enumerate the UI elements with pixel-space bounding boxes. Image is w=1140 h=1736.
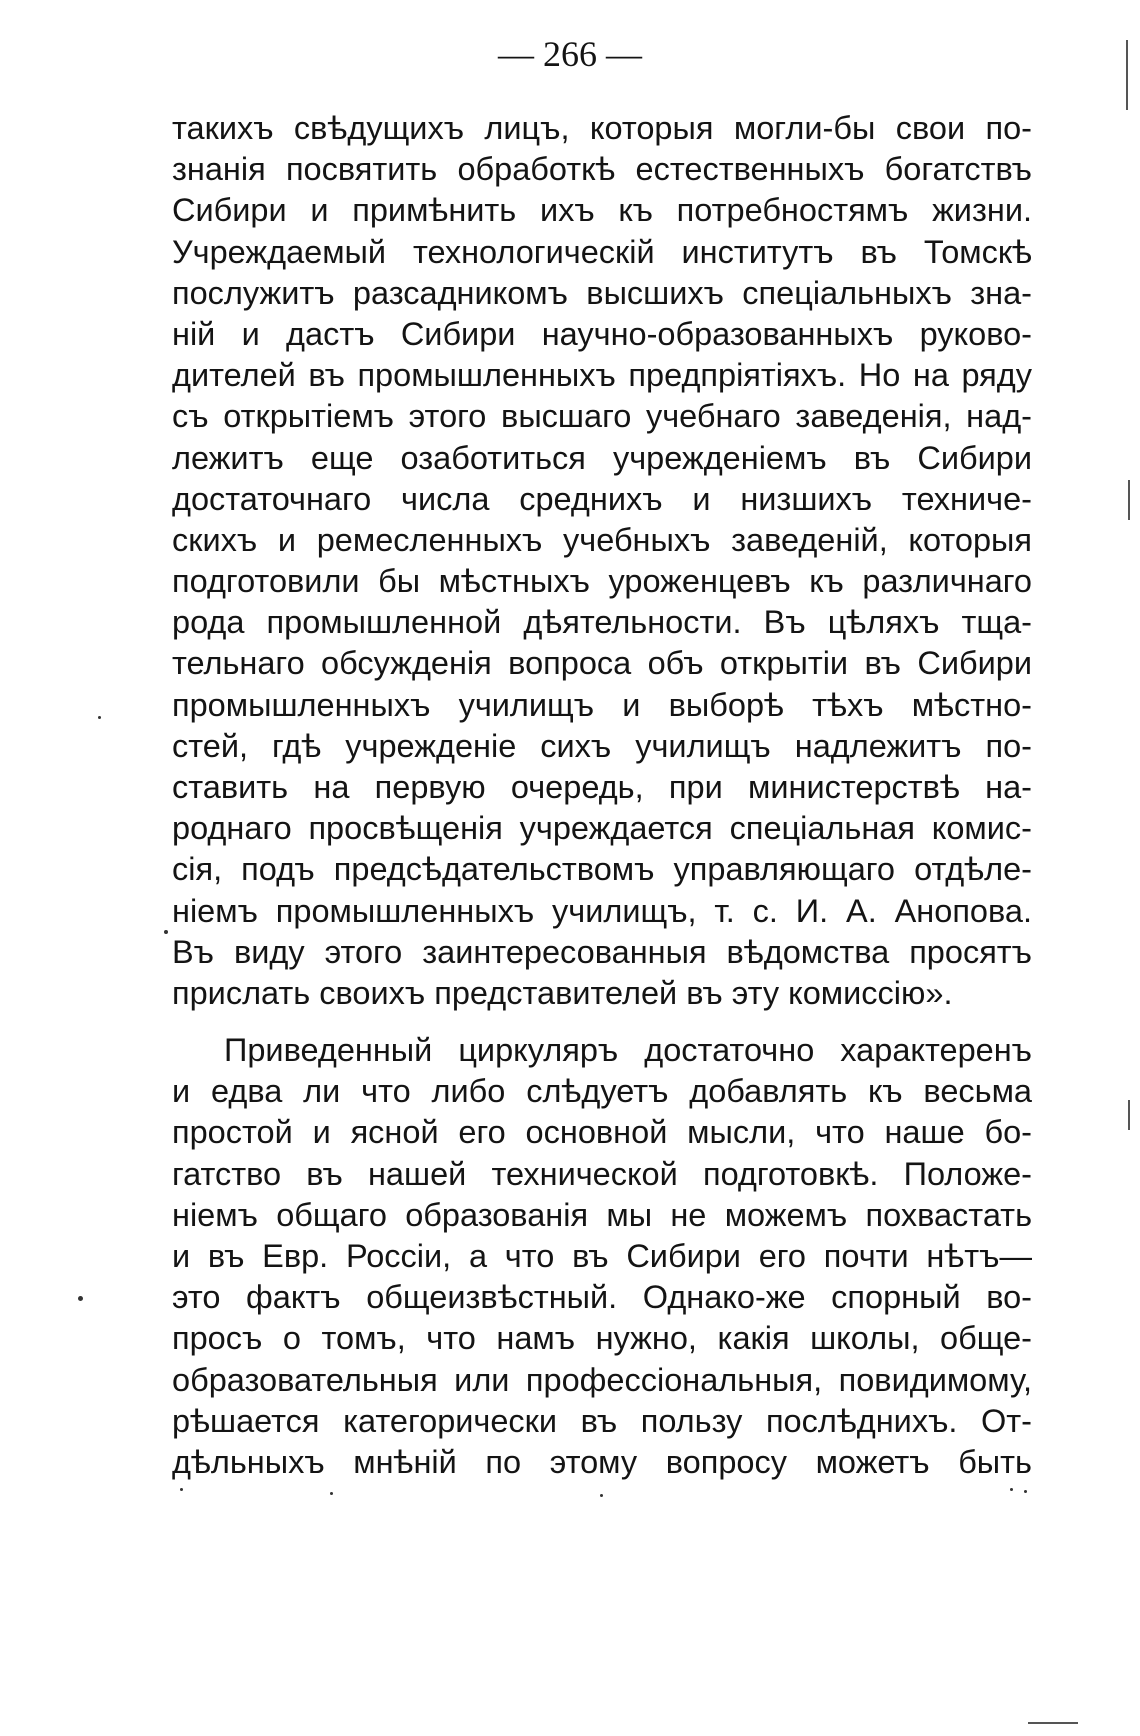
scan-speck	[98, 716, 101, 719]
text-line: Въ виду этого заинтересованныя вѣдомства просятъ	[172, 933, 1032, 970]
scan-edge-mark	[1028, 1722, 1078, 1724]
text-line: сія, подъ предсѣдательствомъ управляющаго отдѣле-	[172, 851, 1032, 888]
scan-speck	[164, 930, 168, 934]
text-line: знанія посвятить обработкѣ естественныхъ богатствъ	[172, 151, 1032, 188]
text-line: промышленныхъ училищъ и выборѣ тѣхъ мѣстно-	[172, 686, 1032, 723]
text-line: скихъ и ремесленныхъ учебныхъ заведеній, которыя	[172, 521, 1032, 558]
text-line: ніемъ общаго образованія мы не можемъ похвастать	[172, 1196, 1032, 1233]
text-line: ній и дастъ Сибири научно-образованныхъ руково-	[172, 315, 1032, 352]
text-line: тельнаго обсужденія вопроса объ открытіи въ Сибири	[172, 645, 1032, 682]
scan-speck	[1024, 1490, 1027, 1493]
text-line: лежитъ еще озаботиться учрежденіемъ въ Сибири	[172, 439, 1032, 476]
scan-edge-mark	[1128, 480, 1130, 520]
scan-speck	[330, 1492, 333, 1495]
text-line: рода промышленной дѣятельности. Въ цѣляхъ тща-	[172, 604, 1032, 641]
scan-edge-mark	[1128, 1100, 1130, 1130]
text-line: простой и ясной его основной мысли, что наше бо-	[172, 1114, 1032, 1151]
text-line: прислать своихъ представителей въ эту комиссію».	[172, 974, 953, 1011]
text-line: гатство въ нашей технической подготовкѣ. Положе-	[172, 1155, 1032, 1192]
text-line: стей, гдѣ учрежденіе сихъ училищъ надлежитъ по-	[172, 727, 1032, 764]
text-line: достаточнаго числа среднихъ и низшихъ техниче-	[172, 480, 1032, 517]
text-line: ставить на первую очередь, при министерствѣ на-	[172, 769, 1032, 805]
text-line: дѣльныхъ мнѣній по этому вопросу можетъ быть	[172, 1443, 1032, 1480]
paragraph-2	[172, 1030, 1032, 1483]
text-line: послужитъ разсадникомъ высшихъ спеціальныхъ зна-	[172, 274, 1032, 311]
paragraph-1	[172, 108, 1032, 1014]
text-line: рѣшается категорически въ пользу послѣднихъ. От-	[172, 1402, 1032, 1439]
text-line: Приведенный циркуляръ достаточно характеренъ	[224, 1032, 1032, 1068]
text-line: съ открытіемъ этого высшаго учебнаго заведенія, над-	[172, 398, 1032, 435]
text-line: такихъ свѣдущихъ лицъ, которыя могли-бы свои по-	[172, 110, 1032, 146]
page-number: — 266 —	[498, 34, 642, 74]
text-line: Учреждаемый технологическій институтъ въ Томскѣ	[172, 233, 1032, 270]
text-line: просъ о томъ, что намъ нужно, какія школы, обще-	[172, 1320, 1032, 1357]
text-line: это фактъ общеизвѣстный. Однако-же спорный во-	[172, 1279, 1032, 1316]
text-line: ніемъ промышленныхъ училищъ, т. с. И. А. Анопова.	[172, 892, 1032, 929]
scan-speck	[78, 1296, 83, 1301]
text-line: дителей въ промышленныхъ предпріятіяхъ. Но на ряду	[172, 357, 1032, 394]
text-line: и въ Евр. Россіи, а что въ Сибири его почти нѣтъ—	[172, 1237, 1032, 1274]
text-line: и едва ли что либо слѣдуетъ добавлять къ весьма	[172, 1073, 1032, 1110]
scan-speck	[600, 1494, 603, 1497]
scan-edge-mark	[1126, 40, 1128, 110]
scan-speck	[1010, 1488, 1013, 1491]
text-line: Сибири и примѣнить ихъ къ потребностямъ жизни.	[172, 192, 1032, 229]
text-line: образовательныя или профессіональныя, повидимому,	[172, 1361, 1032, 1398]
scan-speck	[180, 1488, 183, 1491]
text-line: роднаго просвѣщенія учреждается спеціальная комис-	[172, 810, 1032, 847]
text-line: подготовили бы мѣстныхъ уроженцевъ къ различнаго	[172, 563, 1032, 600]
